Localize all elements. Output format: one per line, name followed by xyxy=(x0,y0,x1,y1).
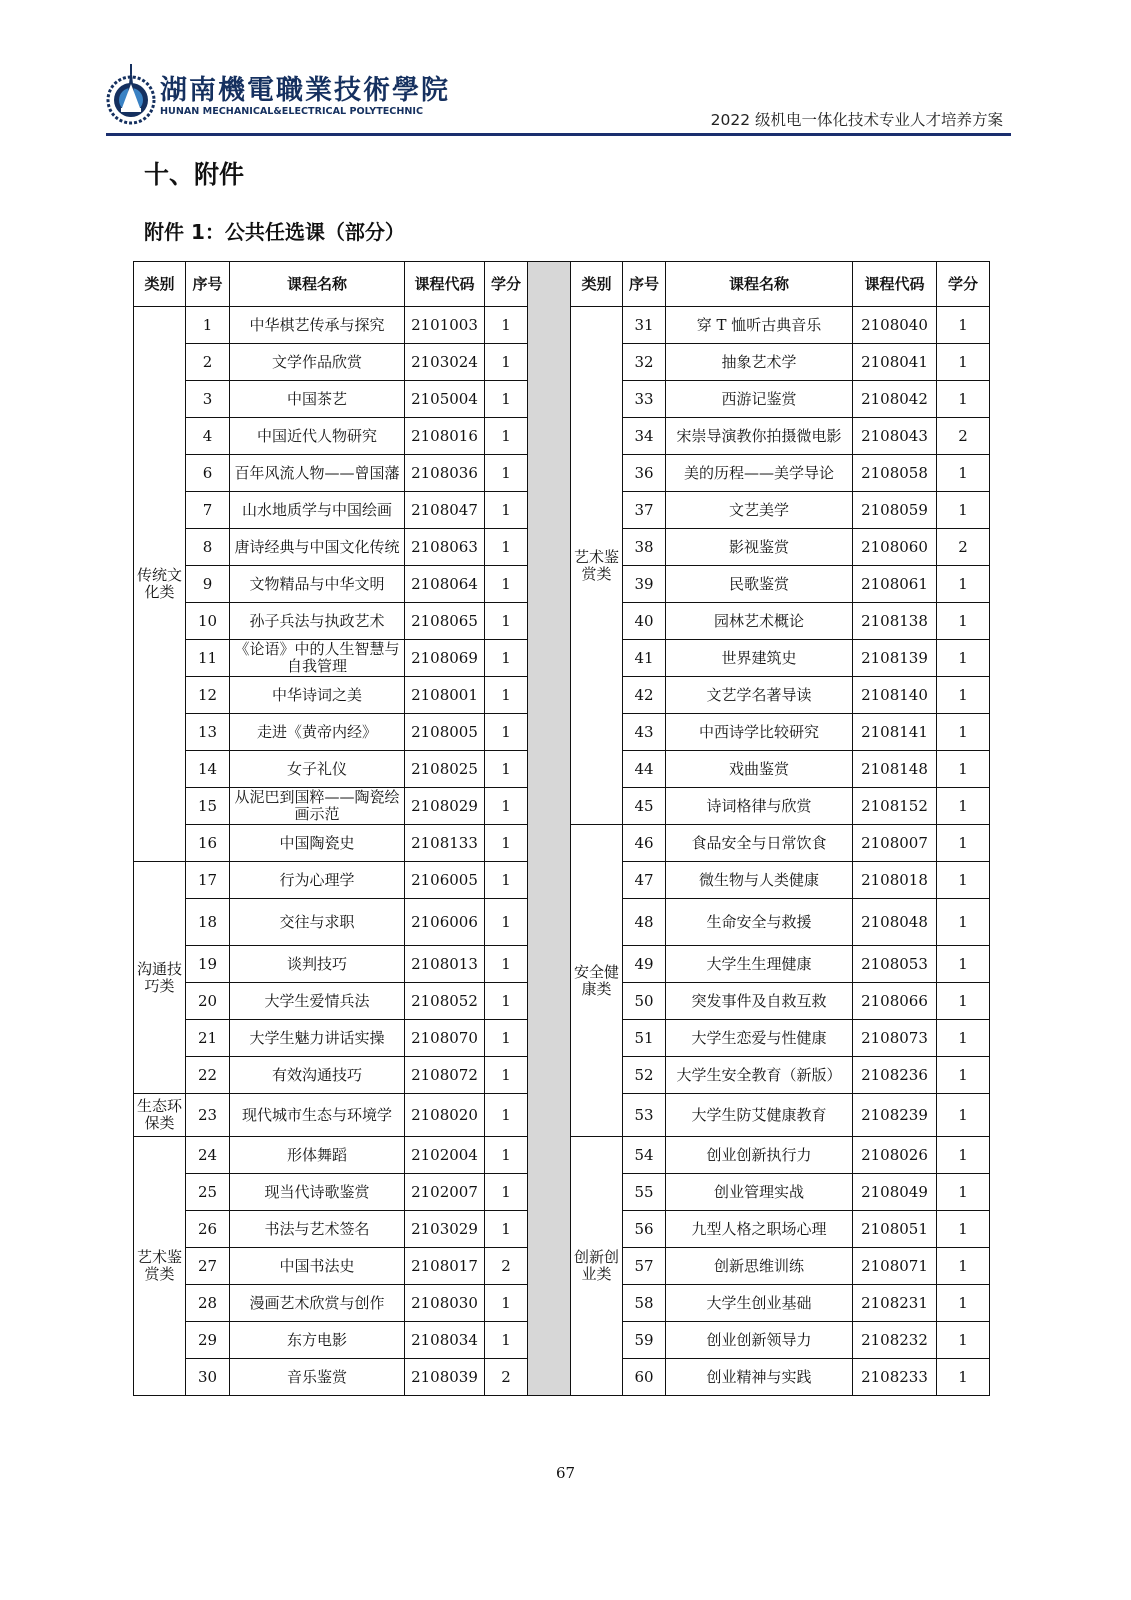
course-code-cell: 2108063 xyxy=(405,529,485,566)
course-number-cell: 32 xyxy=(623,344,666,381)
course-credit-cell: 1 xyxy=(485,1285,528,1322)
course-code-cell: 2108051 xyxy=(853,1211,937,1248)
course-number-cell: 2 xyxy=(186,344,230,381)
course-credit-cell: 1 xyxy=(937,492,990,529)
course-credit-cell: 1 xyxy=(937,788,990,825)
course-code-cell: 2108148 xyxy=(853,751,937,788)
course-code-cell: 2108066 xyxy=(853,983,937,1020)
course-number-cell: 18 xyxy=(186,899,230,946)
course-name-cell: 大学生恋爱与性健康 xyxy=(666,1020,853,1057)
course-name-cell xyxy=(230,529,405,566)
course-credit-cell: 1 xyxy=(937,1322,990,1359)
course-code-cell: 2108064 xyxy=(405,566,485,603)
course-name-cell: 中国书法史 xyxy=(230,1248,405,1285)
course-number-cell: 24 xyxy=(186,1137,230,1174)
course-number-cell: 10 xyxy=(186,603,230,640)
course-code-cell: 2108139 xyxy=(853,640,937,677)
course-name-cell: 中国近代人物研究 xyxy=(230,418,405,455)
col-header-category: 类别 xyxy=(571,262,623,307)
course-name-cell: 生命安全与救援 xyxy=(666,899,853,946)
course-number-cell: 58 xyxy=(623,1285,666,1322)
course-code-cell: 2108070 xyxy=(405,1020,485,1057)
course-name-cell: 民歌鉴赏 xyxy=(666,566,853,603)
course-credit-cell: 1 xyxy=(937,714,990,751)
course-name-cell: 女子礼仪 xyxy=(230,751,405,788)
course-name-cell xyxy=(230,640,405,677)
table-header-row xyxy=(134,262,990,307)
course-credit-cell: 1 xyxy=(937,1020,990,1057)
course-name-cell: 大学生防艾健康教育 xyxy=(666,1094,853,1137)
course-name-cell: 美的历程——美学导论 xyxy=(666,455,853,492)
course-number-cell: 28 xyxy=(186,1285,230,1322)
course-number-cell: 38 xyxy=(623,529,666,566)
course-code-cell: 2108034 xyxy=(405,1322,485,1359)
course-number-cell: 19 xyxy=(186,946,230,983)
course-number-cell: 44 xyxy=(623,751,666,788)
course-code-cell: 2108043 xyxy=(853,418,937,455)
course-credit-cell: 1 xyxy=(485,1020,528,1057)
course-name-cell: 创业创新领导力 xyxy=(666,1322,853,1359)
logo-english-name: HUNAN MECHANICAL&ELECTRICAL POLYTECHNIC xyxy=(160,106,424,117)
course-name-cell: 大学生魅力讲话实操 xyxy=(230,1020,405,1057)
course-credit-cell: 1 xyxy=(937,1285,990,1322)
course-name-cell: 山水地质学与中国绘画 xyxy=(230,492,405,529)
course-number-cell: 16 xyxy=(186,825,230,862)
col-header-number: 序号 xyxy=(186,262,230,307)
course-number-cell: 55 xyxy=(623,1174,666,1211)
course-name-cell: 谈判技巧 xyxy=(230,946,405,983)
course-number-cell: 29 xyxy=(186,1322,230,1359)
course-code-cell: 2108065 xyxy=(405,603,485,640)
college-emblem-icon xyxy=(106,62,156,128)
course-credit-cell: 1 xyxy=(485,714,528,751)
course-number-cell: 47 xyxy=(623,862,666,899)
course-number-cell: 49 xyxy=(623,946,666,983)
course-number-cell: 22 xyxy=(186,1057,230,1094)
course-code-cell: 2108236 xyxy=(853,1057,937,1094)
category-cell: 艺术鉴赏类 xyxy=(134,1137,186,1396)
course-table xyxy=(133,261,990,1396)
category-cell: 沟通技巧类 xyxy=(134,862,186,1094)
course-name-cell: 行为心理学 xyxy=(230,862,405,899)
course-credit-cell: 1 xyxy=(485,1322,528,1359)
course-number-cell: 34 xyxy=(623,418,666,455)
course-credit-cell: 2 xyxy=(937,529,990,566)
course-name-cell: 大学生生理健康 xyxy=(666,946,853,983)
course-number-cell: 9 xyxy=(186,566,230,603)
course-credit-cell: 1 xyxy=(485,529,528,566)
course-name-cell: 九型人格之职场心理 xyxy=(666,1211,853,1248)
course-number-cell: 1 xyxy=(186,307,230,344)
course-credit-cell: 1 xyxy=(937,983,990,1020)
course-name-cell: 宋崇导演教你拍摄微电影 xyxy=(666,418,853,455)
col-header-category: 类别 xyxy=(134,262,186,307)
course-number-cell: 6 xyxy=(186,455,230,492)
course-code-cell: 2108040 xyxy=(853,307,937,344)
course-number-cell: 13 xyxy=(186,714,230,751)
course-name-cell: 走进《黄帝内经》 xyxy=(230,714,405,751)
course-name-cell: 中国陶瓷史 xyxy=(230,825,405,862)
course-code-cell: 2106006 xyxy=(405,899,485,946)
course-code-cell: 2108058 xyxy=(853,455,937,492)
course-number-cell: 8 xyxy=(186,529,230,566)
course-code-cell: 2102004 xyxy=(405,1137,485,1174)
course-credit-cell: 1 xyxy=(485,1137,528,1174)
course-code-cell: 2108017 xyxy=(405,1248,485,1285)
course-name-cell: 文学作品欣赏 xyxy=(230,344,405,381)
course-name-cell: 中华诗词之美 xyxy=(230,677,405,714)
course-number-cell: 17 xyxy=(186,862,230,899)
course-credit-cell: 1 xyxy=(937,946,990,983)
course-name-cell: 抽象艺术学 xyxy=(666,344,853,381)
course-name-cell: 微生物与人类健康 xyxy=(666,862,853,899)
course-name-cell xyxy=(230,455,405,492)
course-name-text: 《论语》中的人生智慧与自我管理 xyxy=(234,641,400,675)
course-name-cell: 园林艺术概论 xyxy=(666,603,853,640)
course-code-cell: 2108138 xyxy=(853,603,937,640)
course-name-text: 从泥巴到国粹——陶瓷绘画示范 xyxy=(234,789,400,823)
course-name-cell: 大学生创业基础 xyxy=(666,1285,853,1322)
course-name-cell: 中西诗学比较研究 xyxy=(666,714,853,751)
course-code-cell: 2108233 xyxy=(853,1359,937,1396)
course-code-cell: 2108152 xyxy=(853,788,937,825)
course-code-cell: 2108232 xyxy=(853,1322,937,1359)
course-name-cell: 现当代诗歌鉴赏 xyxy=(230,1174,405,1211)
course-code-cell: 2108025 xyxy=(405,751,485,788)
course-number-cell: 31 xyxy=(623,307,666,344)
course-name-cell: 文物精品与中华文明 xyxy=(230,566,405,603)
course-name-cell: 食品安全与日常饮食 xyxy=(666,825,853,862)
course-name-cell: 创业精神与实践 xyxy=(666,1359,853,1396)
course-code-cell: 2108239 xyxy=(853,1094,937,1137)
course-name-cell: 诗词格律与欣赏 xyxy=(666,788,853,825)
course-name-cell: 孙子兵法与执政艺术 xyxy=(230,603,405,640)
course-credit-cell: 1 xyxy=(937,307,990,344)
course-code-cell: 2108029 xyxy=(405,788,485,825)
course-code-cell: 2108039 xyxy=(405,1359,485,1396)
course-credit-cell: 1 xyxy=(485,825,528,862)
course-name-cell: 突发事件及自救互救 xyxy=(666,983,853,1020)
course-code-cell: 2108001 xyxy=(405,677,485,714)
course-credit-cell: 1 xyxy=(937,862,990,899)
course-code-cell: 2108036 xyxy=(405,455,485,492)
course-code-cell: 2108041 xyxy=(853,344,937,381)
course-code-cell: 2102007 xyxy=(405,1174,485,1211)
course-code-cell: 2108141 xyxy=(853,714,937,751)
course-credit-cell: 1 xyxy=(485,677,528,714)
course-credit-cell: 1 xyxy=(937,899,990,946)
course-code-cell: 2108049 xyxy=(853,1174,937,1211)
course-code-cell: 2103024 xyxy=(405,344,485,381)
course-code-cell: 2108073 xyxy=(853,1020,937,1057)
course-name-cell: 创新思维训练 xyxy=(666,1248,853,1285)
col-header-credit: 学分 xyxy=(937,262,990,307)
course-credit-cell: 1 xyxy=(937,640,990,677)
course-credit-cell: 1 xyxy=(937,1174,990,1211)
course-number-cell: 14 xyxy=(186,751,230,788)
category-cell: 安全健康类 xyxy=(571,825,623,1137)
plan-title: 2022 级机电一体化技术专业人才培养方案 xyxy=(710,111,1003,129)
course-credit-cell: 1 xyxy=(485,455,528,492)
course-number-cell: 39 xyxy=(623,566,666,603)
col-header-course-name: 课程名称 xyxy=(230,262,405,307)
course-name-cell: 中华棋艺传承与探究 xyxy=(230,307,405,344)
course-credit-cell: 1 xyxy=(937,344,990,381)
course-number-cell: 33 xyxy=(623,381,666,418)
col-header-course-name: 课程名称 xyxy=(666,262,853,307)
course-number-cell: 59 xyxy=(623,1322,666,1359)
course-table-body xyxy=(134,262,990,1396)
course-credit-cell: 1 xyxy=(937,825,990,862)
course-code-cell: 2108133 xyxy=(405,825,485,862)
annex-heading: 附件 1：公共任选课（部分） xyxy=(144,220,405,244)
course-code-cell: 2108060 xyxy=(853,529,937,566)
course-number-cell: 3 xyxy=(186,381,230,418)
course-number-cell: 54 xyxy=(623,1137,666,1174)
category-cell: 创新创业类 xyxy=(571,1137,623,1396)
course-name-cell: 书法与艺术签名 xyxy=(230,1211,405,1248)
course-name-cell: 世界建筑史 xyxy=(666,640,853,677)
course-number-cell: 15 xyxy=(186,788,230,825)
page-header xyxy=(0,0,1131,140)
course-credit-cell: 1 xyxy=(485,983,528,1020)
course-number-cell: 60 xyxy=(623,1359,666,1396)
course-name-cell: 漫画艺术欣赏与创作 xyxy=(230,1285,405,1322)
course-code-cell: 2108069 xyxy=(405,640,485,677)
course-code-cell: 2108005 xyxy=(405,714,485,751)
course-name-cell: 交往与求职 xyxy=(230,899,405,946)
col-header-number: 序号 xyxy=(623,262,666,307)
category-cell: 艺术鉴赏类 xyxy=(571,307,623,825)
course-credit-cell: 1 xyxy=(485,1174,528,1211)
course-credit-cell: 1 xyxy=(937,381,990,418)
course-number-cell: 42 xyxy=(623,677,666,714)
course-code-cell: 2106005 xyxy=(405,862,485,899)
course-code-cell: 2108053 xyxy=(853,946,937,983)
course-code-cell: 2108018 xyxy=(853,862,937,899)
course-code-cell: 2108030 xyxy=(405,1285,485,1322)
course-credit-cell: 1 xyxy=(485,899,528,946)
course-name-cell: 穿 T 恤听古典音乐 xyxy=(666,307,853,344)
course-number-cell: 4 xyxy=(186,418,230,455)
table-gap-column xyxy=(528,262,571,1396)
course-credit-cell: 2 xyxy=(485,1359,528,1396)
course-credit-cell: 1 xyxy=(485,1057,528,1094)
course-credit-cell: 1 xyxy=(485,307,528,344)
course-credit-cell: 1 xyxy=(485,381,528,418)
course-number-cell: 37 xyxy=(623,492,666,529)
course-credit-cell: 1 xyxy=(485,1094,528,1137)
course-code-cell: 2108071 xyxy=(853,1248,937,1285)
course-credit-cell: 1 xyxy=(485,862,528,899)
category-cell: 传统文化类 xyxy=(134,307,186,862)
course-credit-cell: 1 xyxy=(937,1137,990,1174)
course-number-cell: 57 xyxy=(623,1248,666,1285)
page-number: 67 xyxy=(555,1464,576,1482)
course-number-cell: 48 xyxy=(623,899,666,946)
course-credit-cell: 1 xyxy=(485,492,528,529)
course-credit-cell: 1 xyxy=(485,946,528,983)
course-credit-cell: 1 xyxy=(485,344,528,381)
course-number-cell: 41 xyxy=(623,640,666,677)
course-number-cell: 25 xyxy=(186,1174,230,1211)
course-credit-cell: 1 xyxy=(937,455,990,492)
course-credit-cell: 1 xyxy=(485,640,528,677)
course-name-cell: 现代城市生态与环境学 xyxy=(230,1094,405,1137)
course-credit-cell: 2 xyxy=(937,418,990,455)
course-credit-cell: 1 xyxy=(485,788,528,825)
col-header-credit: 学分 xyxy=(485,262,528,307)
course-credit-cell: 1 xyxy=(485,418,528,455)
course-number-cell: 50 xyxy=(623,983,666,1020)
course-number-cell: 45 xyxy=(623,788,666,825)
course-number-cell: 52 xyxy=(623,1057,666,1094)
course-code-cell: 2108013 xyxy=(405,946,485,983)
course-number-cell: 30 xyxy=(186,1359,230,1396)
course-name-cell: 形体舞蹈 xyxy=(230,1137,405,1174)
course-number-cell: 51 xyxy=(623,1020,666,1057)
course-number-cell: 43 xyxy=(623,714,666,751)
course-number-cell: 56 xyxy=(623,1211,666,1248)
course-code-cell: 2108020 xyxy=(405,1094,485,1137)
course-number-cell: 7 xyxy=(186,492,230,529)
course-code-cell: 2108052 xyxy=(405,983,485,1020)
col-header-course-code: 课程代码 xyxy=(405,262,485,307)
course-code-cell: 2108059 xyxy=(853,492,937,529)
logo-chinese-name: 湖南機電職業技術學院 xyxy=(160,75,450,106)
course-code-cell: 2108061 xyxy=(853,566,937,603)
course-name-cell: 创业管理实战 xyxy=(666,1174,853,1211)
course-credit-cell: 1 xyxy=(937,1057,990,1094)
course-name-cell: 音乐鉴赏 xyxy=(230,1359,405,1396)
course-code-cell: 2108048 xyxy=(853,899,937,946)
course-number-cell: 53 xyxy=(623,1094,666,1137)
course-code-cell: 2108026 xyxy=(853,1137,937,1174)
course-number-cell: 46 xyxy=(623,825,666,862)
course-credit-cell: 1 xyxy=(485,566,528,603)
course-code-cell: 2108042 xyxy=(853,381,937,418)
course-number-cell: 26 xyxy=(186,1211,230,1248)
course-number-cell: 40 xyxy=(623,603,666,640)
course-name-cell: 戏曲鉴赏 xyxy=(666,751,853,788)
course-name-cell xyxy=(230,788,405,825)
course-name-cell: 文艺美学 xyxy=(666,492,853,529)
course-credit-cell: 1 xyxy=(485,1211,528,1248)
course-name-cell: 创业创新执行力 xyxy=(666,1137,853,1174)
course-number-cell: 36 xyxy=(623,455,666,492)
category-cell: 生态环保类 xyxy=(134,1094,186,1137)
course-name-cell: 大学生安全教育（新版） xyxy=(666,1057,853,1094)
course-credit-cell: 1 xyxy=(937,566,990,603)
course-credit-cell: 1 xyxy=(937,1359,990,1396)
course-number-cell: 20 xyxy=(186,983,230,1020)
course-name-cell: 有效沟通技巧 xyxy=(230,1057,405,1094)
header-divider xyxy=(106,133,1011,136)
course-credit-cell: 1 xyxy=(937,677,990,714)
course-code-cell: 2108007 xyxy=(853,825,937,862)
course-name-cell: 大学生爱情兵法 xyxy=(230,983,405,1020)
course-name-cell: 中国茶艺 xyxy=(230,381,405,418)
course-credit-cell: 1 xyxy=(937,603,990,640)
college-logo xyxy=(106,62,450,130)
course-code-cell: 2108047 xyxy=(405,492,485,529)
course-name-cell: 文艺学名著导读 xyxy=(666,677,853,714)
course-number-cell: 11 xyxy=(186,640,230,677)
course-credit-cell: 1 xyxy=(937,751,990,788)
course-credit-cell: 1 xyxy=(485,751,528,788)
course-code-cell: 2108072 xyxy=(405,1057,485,1094)
course-name-cell: 西游记鉴赏 xyxy=(666,381,853,418)
course-credit-cell: 1 xyxy=(485,603,528,640)
course-name-text: 唐诗经典与中国文化传统 xyxy=(234,538,400,556)
course-code-cell: 2108016 xyxy=(405,418,485,455)
course-name-cell: 东方电影 xyxy=(230,1322,405,1359)
course-number-cell: 27 xyxy=(186,1248,230,1285)
col-header-course-code: 课程代码 xyxy=(853,262,937,307)
course-credit-cell: 1 xyxy=(937,1248,990,1285)
course-number-cell: 21 xyxy=(186,1020,230,1057)
course-credit-cell: 2 xyxy=(485,1248,528,1285)
course-code-cell: 2105004 xyxy=(405,381,485,418)
course-number-cell: 23 xyxy=(186,1094,230,1137)
course-code-cell: 2101003 xyxy=(405,307,485,344)
course-credit-cell: 1 xyxy=(937,1094,990,1137)
section-heading: 十、附件 xyxy=(144,160,245,189)
course-code-cell: 2108140 xyxy=(853,677,937,714)
course-code-cell: 2103029 xyxy=(405,1211,485,1248)
course-credit-cell: 1 xyxy=(937,1211,990,1248)
course-name-cell: 影视鉴赏 xyxy=(666,529,853,566)
course-name-text: 百年风流人物——曾国藩 xyxy=(234,464,400,482)
course-code-cell: 2108231 xyxy=(853,1285,937,1322)
course-number-cell: 12 xyxy=(186,677,230,714)
